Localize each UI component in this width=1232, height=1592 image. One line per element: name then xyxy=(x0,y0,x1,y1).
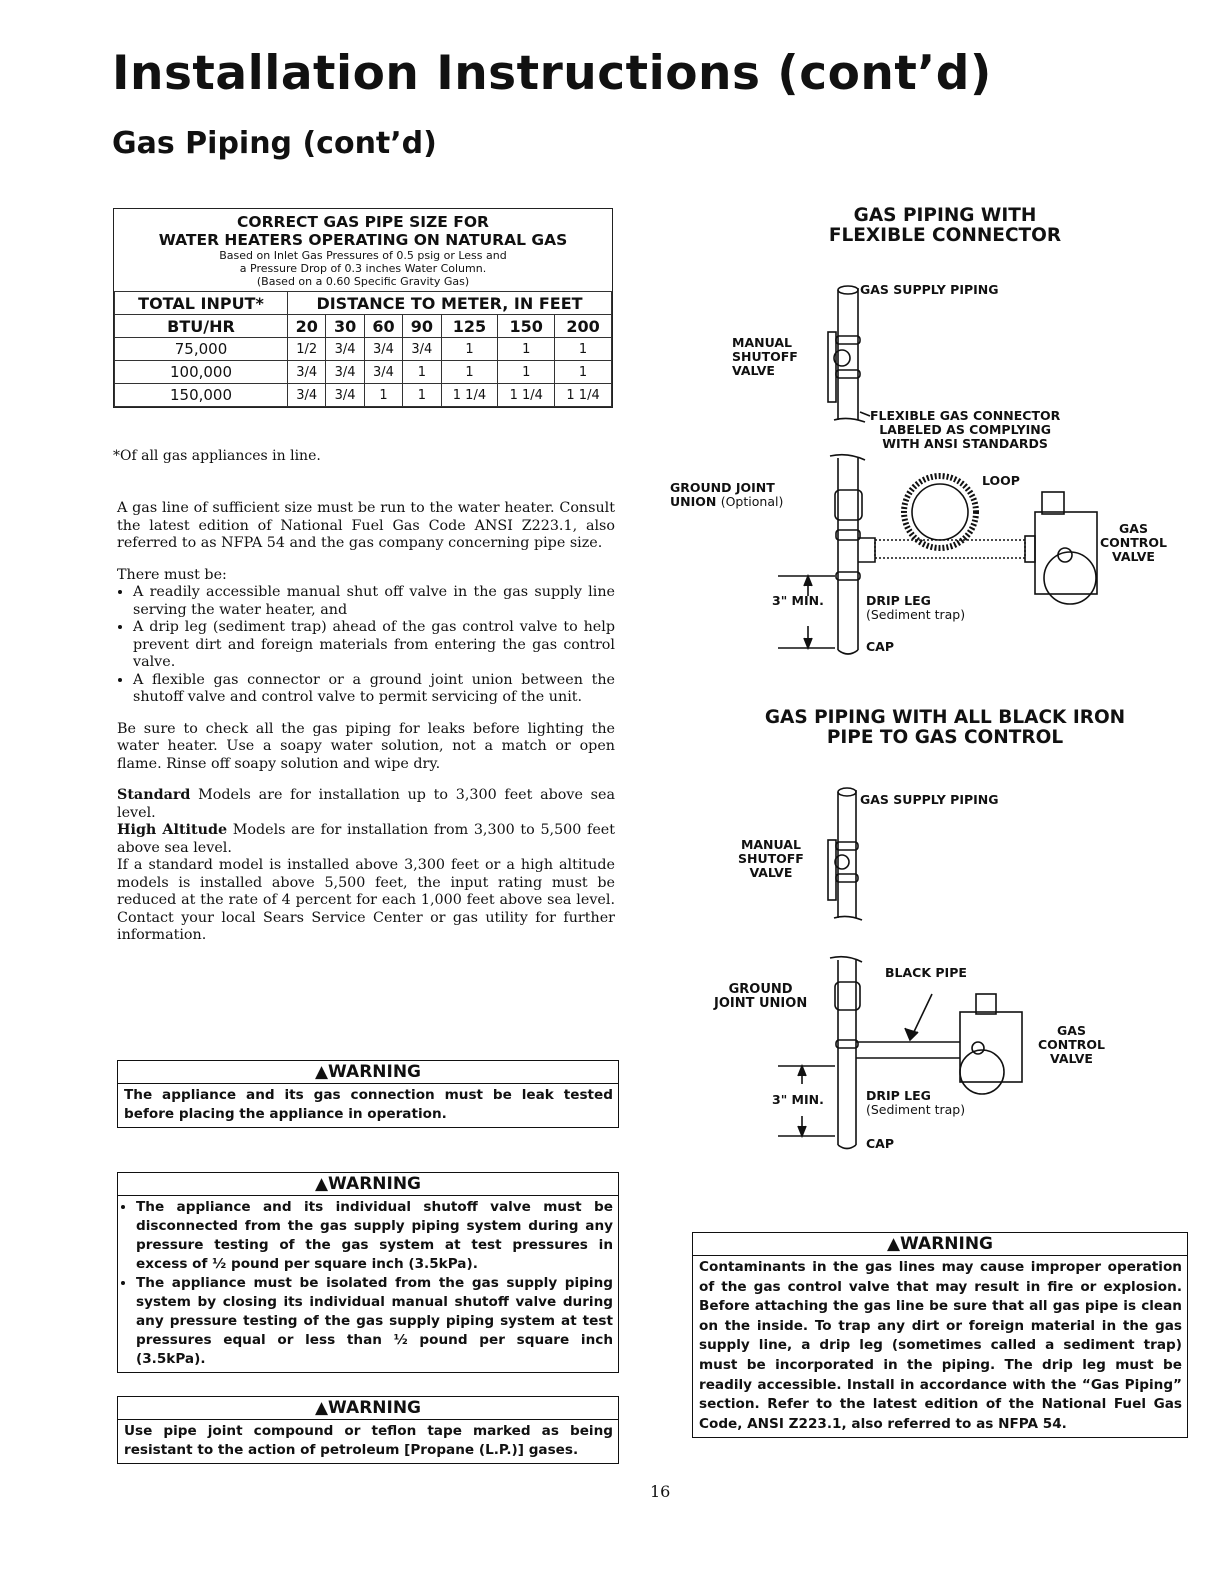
label-line: JOINT UNION xyxy=(714,996,808,1011)
label-gas-supply: GAS SUPPLY PIPING xyxy=(860,792,999,807)
shutoff-valve-icon xyxy=(828,332,860,402)
warning-label: WARNING xyxy=(328,1062,422,1082)
pipe-size-cell: 1 xyxy=(364,384,402,407)
label-cap: CAP xyxy=(866,639,895,654)
warning-triangle-icon: ▲ xyxy=(886,1234,901,1254)
btu-input: 100,000 xyxy=(115,361,288,384)
btu-input: 75,000 xyxy=(115,338,288,361)
distance-header: 20 xyxy=(288,315,326,338)
label-drip-leg xyxy=(866,1089,965,1117)
paragraph xyxy=(117,787,615,822)
label-line: UNION xyxy=(670,494,717,509)
label-loop: LOOP xyxy=(982,473,1020,488)
paragraph: There must be: xyxy=(117,566,227,583)
label-optional: (Optional) xyxy=(720,494,784,509)
pipe-size-cell: 1 xyxy=(403,384,441,407)
pipe-size-cell: 1 xyxy=(555,361,612,384)
paragraph: Be sure to check all the gas piping for leaks before lighting the water heater. Use a soapy water solution, not a match or open flame. Rinse off soapy solution and wipe dry. xyxy=(117,720,615,772)
label-line: SHUTOFF xyxy=(738,851,804,866)
pipe-size-cell: 3/4 xyxy=(326,384,364,407)
min-dimension-arrow xyxy=(778,576,835,648)
label-line: VALVE xyxy=(749,865,793,880)
distance-header: 200 xyxy=(555,315,612,338)
warning-title xyxy=(118,1061,618,1084)
label-line: DRIP LEG xyxy=(866,593,931,608)
arrowhead xyxy=(905,1028,918,1040)
table-note: a Pressure Drop of 0.3 inches Water Column. xyxy=(239,262,487,275)
heading-line: FLEXIBLE CONNECTOR xyxy=(828,225,1062,246)
pipe-size-cell: 1 xyxy=(441,338,498,361)
warning-title xyxy=(118,1397,618,1420)
warning-label: WARNING xyxy=(328,1174,422,1194)
diagram-2-heading xyxy=(700,708,1190,748)
col-header-btu: BTU/HR xyxy=(115,315,288,338)
label-flexible-connector xyxy=(870,409,1060,451)
pipe-size-cell: 3/4 xyxy=(364,361,402,384)
diagram-1-heading xyxy=(700,206,1190,246)
label-gas-supply: GAS SUPPLY PIPING xyxy=(860,282,999,297)
label-manual-shutoff xyxy=(732,336,798,378)
section-title: Gas Piping (cont’d) xyxy=(112,126,437,161)
label-cap: CAP xyxy=(866,1136,895,1151)
pipe-size-cell: 1 xyxy=(498,361,555,384)
warning-box xyxy=(117,1060,619,1128)
pipe-size-cell: 1 xyxy=(403,361,441,384)
table-heading-2: WATER HEATERS OPERATING ON NATURAL GAS xyxy=(158,231,568,249)
label-drip-leg xyxy=(866,594,965,622)
warning-title xyxy=(118,1173,618,1196)
label-line: GAS xyxy=(1057,1023,1086,1038)
label-line: GROUND JOINT xyxy=(670,480,775,495)
distance-header: 60 xyxy=(364,315,402,338)
drip-leg-pipe xyxy=(830,957,960,1149)
pipe-size-cell: 1 1/4 xyxy=(498,384,555,407)
heading-line: PIPE TO GAS CONTROL xyxy=(826,727,1064,748)
gas-control-valve-icon xyxy=(1025,492,1097,604)
distance-header: 90 xyxy=(403,315,441,338)
pipe-size-cell: 1/2 xyxy=(288,338,326,361)
heading-line: GAS PIPING WITH xyxy=(853,205,1037,226)
supply-pipe xyxy=(834,788,862,920)
label-line: VALVE xyxy=(732,363,775,378)
warning-item: • The appliance and its individual shutoff valve must be disconnected from the gas supply piping system during any pressure testing of the gas system at test pressures in excess of ½ pound per square inch (3.5kPa). xyxy=(136,1198,613,1274)
table-note: Based on Inlet Gas Pressures of 0.5 psig or Less and xyxy=(219,249,507,262)
page-title: Installation Instructions (cont’d) xyxy=(112,46,992,101)
pipe-size-cell: 3/4 xyxy=(288,384,326,407)
pipe-size-cell: 1 xyxy=(441,361,498,384)
label-black-pipe: BLACK PIPE xyxy=(885,965,967,980)
label-line: FLEXIBLE GAS CONNECTOR xyxy=(870,408,1061,423)
btu-input: 150,000 xyxy=(115,384,288,407)
flexible-connector-icon xyxy=(875,473,1025,558)
col-header-distance: DISTANCE TO METER, IN FEET xyxy=(288,292,612,315)
pipe-size-table xyxy=(113,208,613,408)
pipe-size-cell: 3/4 xyxy=(403,338,441,361)
warning-label: WARNING xyxy=(900,1234,994,1254)
pipe-size-cell: 1 1/4 xyxy=(555,384,612,407)
label-line: MANUAL xyxy=(740,837,801,852)
label-line: DRIP LEG xyxy=(866,1088,931,1103)
table-row xyxy=(115,361,612,384)
label-line: (Sediment trap) xyxy=(866,607,966,622)
label-line: VALVE xyxy=(1050,1051,1093,1066)
label-line: CONTROL xyxy=(1100,535,1168,550)
table-row xyxy=(115,338,612,361)
label-line: (Sediment trap) xyxy=(866,1102,966,1117)
label-line: LABELED AS COMPLYING xyxy=(879,422,1052,437)
gas-control-valve-icon xyxy=(960,994,1022,1094)
leader-line xyxy=(912,994,932,1036)
label-min: 3" MIN. xyxy=(772,1092,824,1107)
table-notes xyxy=(114,249,612,291)
list-item: • A flexible gas connector or a ground joint union between the shutoff valve and control valve to permit servicing of the unit. xyxy=(133,672,615,707)
pipe-size-cell: 1 1/4 xyxy=(441,384,498,407)
warning-box xyxy=(692,1232,1188,1438)
high-altitude-label: High Altitude xyxy=(117,822,228,838)
text: Models are for installation up to 3,300 feet above sea level. xyxy=(117,787,615,821)
label-line: WITH ANSI STANDARDS xyxy=(882,436,1048,451)
heading-line: GAS PIPING WITH ALL BLACK IRON xyxy=(764,707,1126,728)
pipe-size-cell: 3/4 xyxy=(326,361,364,384)
warning-item: • The appliance must be isolated from the gas supply piping system by closing its individual manual shutoff valve during any pressure testing of the gas supply piping system at test pressures equal or less than ½ pound per square inch (3.5kPa). xyxy=(136,1274,613,1369)
leader-line xyxy=(860,412,870,416)
text: Models are for installation from 3,300 to 5,500 feet above sea level. xyxy=(117,822,615,856)
paragraph: If a standard model is installed above 3,300 feet or a high altitude models is installed above 5,500 feet, the input rating must be reduced at the rate of 4 percent for each 1,000 feet above sea level. Contact your local Sears Service Center or gas utility for further information. xyxy=(117,857,615,943)
distance-header: 150 xyxy=(498,315,555,338)
label-ground-joint xyxy=(714,983,807,1011)
label-gas-control xyxy=(1100,522,1167,564)
label-line: MANUAL xyxy=(732,335,792,350)
pipe-size-cell: 3/4 xyxy=(364,338,402,361)
drip-leg-pipe xyxy=(830,455,875,654)
col-header-input: TOTAL INPUT* xyxy=(115,292,288,315)
standard-label: Standard xyxy=(117,787,191,803)
shutoff-valve-icon xyxy=(828,840,858,900)
paragraph: A gas line of sufficient size must be run to the water heater. Consult the latest edition of National Fuel Gas Code ANSI Z223.1, also referred to as NFPA 54 and the gas company concerning pipe size. xyxy=(117,500,615,551)
table-heading-1: CORRECT GAS PIPE SIZE FOR xyxy=(237,213,489,231)
warning-title xyxy=(693,1233,1187,1256)
requirements-list xyxy=(117,584,615,707)
warning-body xyxy=(118,1196,618,1372)
warning-box xyxy=(117,1396,619,1464)
pipe-size-cell: 1 xyxy=(498,338,555,361)
label-ground-joint xyxy=(670,481,783,509)
warning-triangle-icon: ▲ xyxy=(314,1398,329,1418)
paragraph xyxy=(117,822,615,857)
label-manual-shutoff xyxy=(738,838,804,880)
label-line: CONTROL xyxy=(1038,1037,1106,1052)
pipe-size-cell: 1 xyxy=(555,338,612,361)
page-number: 16 xyxy=(650,1482,671,1501)
body-text xyxy=(117,500,615,945)
warning-label: WARNING xyxy=(328,1398,422,1418)
table-footnote: *Of all gas appliances in line. xyxy=(113,448,321,464)
warning-text: The appliance and its gas connection must be leak tested before placing the appliance in operation. xyxy=(124,1087,613,1122)
distance-header: 125 xyxy=(441,315,498,338)
label-line: GROUND xyxy=(728,982,793,997)
size-grid xyxy=(114,291,612,407)
label-line: GAS xyxy=(1119,521,1148,536)
warning-text: Contaminants in the gas lines may cause improper operation of the gas control valve that may result in fire or explosion. Before attaching the gas line be sure that all gas pipe is clean on the inside. To trap any dirt or foreign material in the gas supply line, a drip leg (sometimes called a sediment trap) must be incorporated in the piping. The drip leg must be readily accessible. Install in accordance with the “Gas Piping” section. Refer to the latest edition of the National Fuel Gas Code, ANSI Z223.1, also referred to as NFPA 54. xyxy=(699,1259,1182,1432)
distance-header: 30 xyxy=(326,315,364,338)
pipe-size-cell: 3/4 xyxy=(326,338,364,361)
table-note: (Based on a 0.60 Specific Gravity Gas) xyxy=(256,275,470,288)
label-gas-control xyxy=(1038,1024,1105,1066)
list-item: • A drip leg (sediment trap) ahead of the gas control valve to help prevent dirt and foreign materials from entering the gas control valve. xyxy=(133,619,615,672)
pipe-size-cell: 3/4 xyxy=(288,361,326,384)
label-line: VALVE xyxy=(1112,549,1155,564)
label-line: SHUTOFF xyxy=(732,349,798,364)
warning-text: Use pipe joint compound or teflon tape marked as being resistant to the action of petroleum [Propane (L.P.)] gases. xyxy=(124,1423,613,1458)
table-row xyxy=(115,384,612,407)
warning-triangle-icon: ▲ xyxy=(314,1062,329,1082)
list-item: • A readily accessible manual shut off valve in the gas supply line serving the water heater, and xyxy=(133,584,615,619)
warning-box xyxy=(117,1172,619,1373)
warning-triangle-icon: ▲ xyxy=(314,1174,329,1194)
label-min: 3" MIN. xyxy=(772,593,824,608)
